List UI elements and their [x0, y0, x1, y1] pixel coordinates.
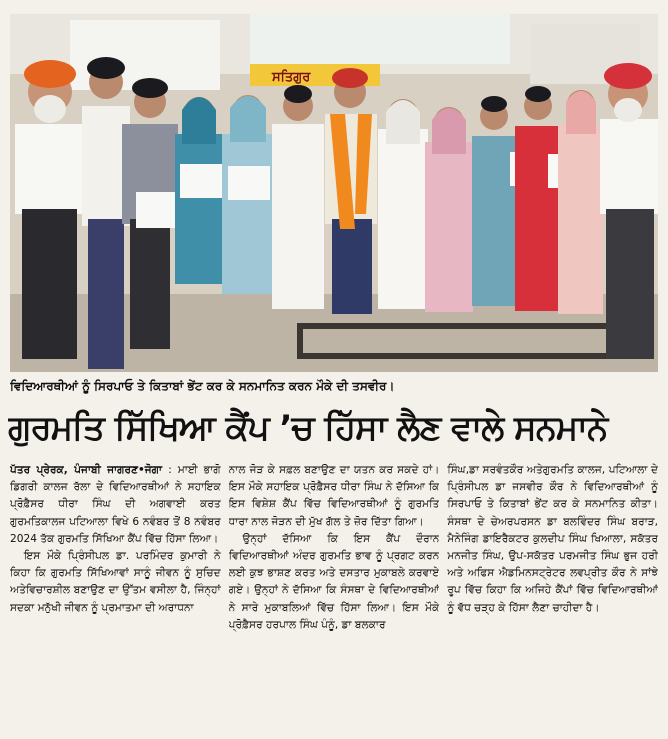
byline: ਪੱਤਰ ਪ੍ਰੇਰਕ, ਪੰਜਾਬੀ ਜਾਗਰਣ•ਜੋਗਾ — [10, 464, 163, 476]
article-paragraph: ਉਨ੍ਹਾਂ ਦੱਸਿਆ ਕਿ ਇਸ ਕੈਂਪ ਦੌਰਾਨ ਵਿਦਿਆਰਥੀਆਂ ਅੰਦਰ ਗੁਰਮਤਿ ਭਾਵ ਨੂੰ ਪ੍ਰਗਟ ਕਰਨ ਲਈ ਕੁਝ ਭਾਸ਼ਣ ਕਰਤ ਅਤੇ ਦਸਤਾਰ ਮੁਕਾਬਲੇ ਕਰਵਾਏ ਗਏ। ਉਨ੍ਹਾਂ ਨੇ ਦੱਸਿਆ ਕਿ ਸੰਸਥਾ ਦੇ ਵਿਦਿਆਰਥੀਆਂ ਨੇ ਸਾਰੇ ਮੁਕਾਬਲਿਆਂ ਵਿੱਚ ਹਿੱਸਾ ਲਿਆ। ਇਸ ਮੌਕੇ ਪ੍ਰੋਫ਼ੈਸਰ ਹਰਪਾਲ ਸਿੰਘ ਪੰਨੂੰ, ਡਾ ਬਲਕਾਰ — [228, 532, 440, 631]
group-photo-illustration — [10, 14, 658, 372]
article-text: : ਮਾਈ ਭਾਗੋ ਡਿਗਰੀ ਕਾਲਜ ਰੱਲਾ ਦੇ ਵਿਦਿਆਰਥੀਆਂ ਨੇ ਸਹਾਇਕ ਪ੍ਰੋਫ਼ੈਸਰ ਧੀਰਾ ਸਿੰਘ ਦੀ ਅਗਵਾਈ ਕਰਤ ਗੁਰਮਤਿਕਾਲਜ ਪਟਿਆਲਾ ਵਿਖੇ 6 ਨਵੰਬਰ ਤੋਂ 8 ਨਵੰਬਰ 2024 ਤੱਕ ਗੁਰਮਤਿ ਸਿੱਖਿਆ ਕੈਂਪ ਵਿੱਚ ਹਿੱਸਾ ਲਿਆ। — [10, 464, 221, 545]
article-body — [10, 462, 658, 732]
sign-text: ਸਤਿਗੁਰ — [272, 70, 311, 85]
photo-caption: ਵਿਦਿਆਰਥੀਆਂ ਨੂੰ ਸਿਰਪਾਓ ਤੇ ਕਿਤਾਬਾਂ ਭੇਂਟ ਕਰ ਕੇ ਸਨਮਾਨਿਤ ਕਰਨ ਮੌਕੇ ਦੀ ਤਸਵੀਰ। — [10, 379, 395, 393]
article-column-3 — [447, 462, 658, 732]
article-paragraph: ਨਾਲ ਜੋੜ ਕੇ ਸਫ਼ਲ ਬਣਾਉਣ ਦਾ ਯਤਨ ਕਰ ਸਕਦੇ ਹਾਂ। ਇਸ ਮੌਕੇ ਸਹਾਇਕ ਪ੍ਰੋਫ਼ੈਸਰ ਧੀਰਾ ਸਿੰਘ ਨੇ ਦੱਸਿਆ ਕਿ ਇਸ ਵਿਸ਼ੇਸ਼ ਕੈਂਪ ਵਿੱਚ ਵਿਦਿਆਰਥੀਆਂ ਨੂੰ ਗੁਰਮਤਿ ਧਾਰਾ ਨਾਲ ਜੋੜਨ ਦੀ ਮੁੱਖ ਗੱਲ ਤੇ ਜ਼ੋਰ ਦਿੱਤਾ ਗਿਆ। — [228, 464, 440, 528]
article-paragraph — [10, 462, 221, 548]
headline: ਗੁਰਮਤਿ ਸਿੱਖਿਆ ਕੈਂਪ ’ਚ ਹਿੱਸਾ ਲੈਣ ਵਾਲੇ ਸਨਮਾਨੇ — [8, 408, 608, 448]
article-paragraph: ਇਸ ਮੌਕੇ ਪ੍ਰਿੰਸੀਪਲ ਡਾ. ਪਰਮਿੰਦਰ ਕੁਮਾਰੀ ਨੇ ਕਿਹਾ ਕਿ ਗੁਰਮਤਿ ਸਿੱਖਿਆਵਾਂ ਸਾਨੂੰ ਜੀਵਨ ਨੂੰ ਸੁਚਿਦ ਅਤੇਵਿਚਾਰਸ਼ੀਲ ਬਣਾਉਣ ਦਾ ਉੱਤਮ ਵਸੀਲਾ ਹੈ, ਜਿੰਨ੍ਹਾਂ ਸਦਕਾ ਮਨੁੱਖੀ ਜੀਵਨ ਨੂੰ ਪ੍ਰਮਾਤਮਾ ਦੀ ਅਰਾਧਨਾ — [10, 550, 221, 614]
article-column-1 — [10, 462, 221, 732]
article-column-2 — [229, 462, 440, 732]
group-photo — [10, 14, 658, 372]
article-paragraph: ਸਿੰਘ,ਡਾ ਸਰਵੰਤਕੌਰ ਅਤੇਗੁਰਮਤਿ ਕਾਲਜ, ਪਟਿਆਲਾ ਦੇ ਪ੍ਰਿੰਸੀਪਲ ਡਾ ਜਸਵੀਰ ਕੌਰ ਨੇ ਵਿਦਿਆਰਥੀਆਂ ਨੂੰ ਸਿਰਪਾਓ ਤੇ ਕਿਤਾਬਾਂ ਭੇਂਟ ਕਰ ਕੇ ਸਨਮਾਨਿਤ ਕੀਤਾ। ਸੰਸਥਾ ਦੇ ਚੇਅਰਪਰਸਨ ਡਾ ਬਲਵਿੰਦਰ ਸਿੰਘ ਬਰਾੜ, ਮੈਨੇਜਿੰਗ ਡਾਇਰੈਕਟਰ ਕੁਲਦੀਪ ਸਿੰਘ ਖਿਆਲਾ, ਸਕੱਤਰ ਮਨਜੀਤ ਸਿੰਘ, ਉਪ-ਸਕੱਤਰ ਪਰਮਜੀਤ ਸਿੰਘ ਭੁਜ ਹਰੀ ਅਤੇ ਅਫਿਸ ਐਡਮਿਨਸਟ੍ਰੇਟਰ ਲਵਪ੍ਰੀਤ ਕੌਰ ਨੇ ਸਾਂਝੇ ਰੂਪ ਵਿੱਚ ਕਿਹਾ ਕਿ ਅਜਿਹੇ ਕੈਂਪਾਂ ਵਿੱਚ ਵਿਦਿਆਰਥੀਆਂ ਨੂੰ ਵੱਧ ਚੜ੍ਹ ਕੇ ਹਿੱਸਾ ਲੈਣਾ ਚਾਹੀਦਾ ਹੈ। — [447, 464, 659, 614]
